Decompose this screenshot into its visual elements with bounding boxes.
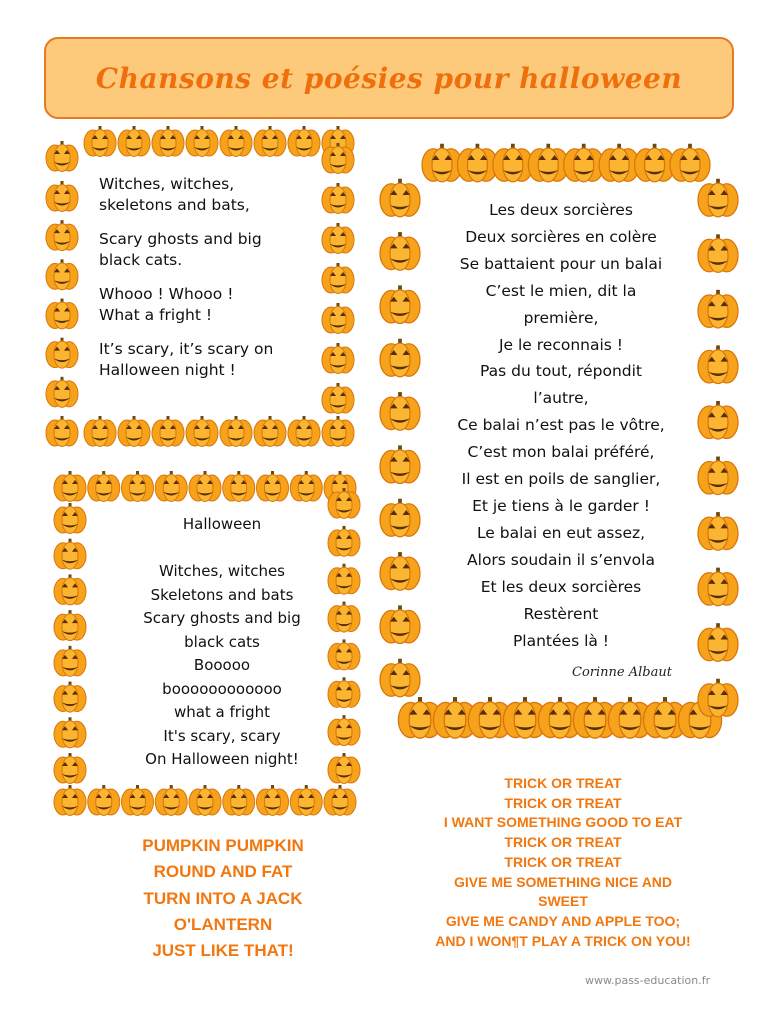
poem-line: Je le reconnais ! (498, 335, 624, 354)
poem-line: Witches, witches (159, 562, 285, 580)
poem-line: O'LANTERN (173, 914, 273, 934)
poem-author: Corinne Albaut (572, 665, 672, 680)
jack-o-lantern-icon (46, 377, 78, 408)
jack-o-lantern-icon (698, 401, 738, 439)
jack-o-lantern-icon (189, 785, 221, 816)
jack-o-lantern-icon (493, 144, 533, 182)
jack-o-lantern-icon (46, 338, 78, 369)
poem-line: Witches, witches, (99, 175, 235, 193)
poem-title: Halloween (182, 515, 262, 533)
stanza (99, 174, 273, 216)
stanza (99, 229, 273, 271)
poem-line: Booooo (193, 656, 251, 674)
poem-line: It's scary, scary (163, 726, 281, 745)
poem-line: TRICK OR TREAT (504, 853, 622, 870)
poem-line: Le balai en eut assez, (476, 523, 646, 542)
poem-line: ROUND AND FAT (153, 862, 293, 882)
poem-line: l’autre, (533, 389, 589, 408)
poem-line: TURN INTO A JACK (143, 888, 303, 908)
jack-o-lantern-icon (380, 499, 420, 537)
poem-witches (99, 174, 273, 394)
jack-o-lantern-icon (257, 785, 289, 816)
jack-o-lantern-icon (54, 753, 86, 784)
jack-o-lantern-icon (54, 785, 86, 816)
poem-line: PUMPKIN PUMPKIN (142, 836, 304, 855)
poem-line: Whooo ! Whooo ! (99, 285, 234, 303)
trick-or-treat-poem (413, 774, 713, 951)
pumpkin-poem (110, 833, 336, 964)
poem-line: AND I WON¶T PLAY A TRICK ON YOU! (435, 932, 691, 949)
poem-line: TRICK OR TREAT (504, 834, 622, 851)
jack-o-lantern-icon (122, 471, 154, 502)
jack-o-lantern-icon (290, 471, 322, 502)
jack-o-lantern-icon (257, 471, 289, 502)
jack-o-lantern-icon (54, 717, 86, 748)
jack-o-lantern-icon (290, 785, 322, 816)
jack-o-lantern-icon (599, 144, 639, 182)
jack-o-lantern-icon (46, 141, 78, 172)
poem-line: Ce balai n’est pas le vôtre, (457, 416, 665, 435)
jack-o-lantern-icon (118, 126, 150, 157)
jack-o-lantern-icon (220, 126, 252, 157)
jack-o-lantern-icon (698, 623, 738, 661)
jack-o-lantern-icon (380, 179, 420, 217)
jack-o-lantern-icon (186, 416, 218, 447)
website-footer: www.pass-education.fr (585, 974, 711, 987)
jack-o-lantern-icon (122, 785, 154, 816)
jack-o-lantern-icon (322, 383, 354, 414)
jack-o-lantern-icon (698, 512, 738, 550)
poem-line: Plantées là ! (512, 631, 610, 650)
jack-o-lantern-icon (380, 605, 420, 643)
jack-o-lantern-icon (322, 223, 354, 254)
poem-line: Scary ghosts and big (143, 609, 301, 627)
jack-o-lantern-icon (288, 126, 320, 157)
jack-o-lantern-icon (220, 416, 252, 447)
jack-o-lantern-icon (54, 503, 86, 534)
jack-o-lantern-icon (698, 568, 738, 606)
poem-line: black cats (184, 632, 260, 651)
poem-line: Skeletons and bats (150, 585, 294, 604)
stanza (99, 284, 273, 326)
jack-o-lantern-icon (324, 785, 356, 816)
jack-o-lantern-icon (322, 263, 354, 294)
jack-o-lantern-icon (322, 416, 354, 447)
jack-o-lantern-icon (118, 416, 150, 447)
jack-o-lantern-icon (223, 785, 255, 816)
poem-line: Deux sorcières en colère (465, 227, 657, 246)
jack-o-lantern-icon (152, 416, 184, 447)
jack-o-lantern-icon (380, 552, 420, 590)
jack-o-lantern-icon (698, 290, 738, 328)
jack-o-lantern-icon (422, 144, 462, 182)
jack-o-lantern-icon (186, 126, 218, 157)
poem-line: JUST LIKE THAT! (152, 941, 294, 961)
poem-line: TRICK OR TREAT (504, 775, 622, 791)
jack-o-lantern-icon (54, 539, 86, 570)
jack-o-lantern-icon (152, 126, 184, 157)
jack-o-lantern-icon (88, 471, 120, 502)
stanza (99, 339, 273, 381)
jack-o-lantern-icon (88, 785, 120, 816)
jack-o-lantern-icon (698, 345, 738, 383)
poem-line: Il est en poils de sanglier, (461, 470, 661, 489)
jack-o-lantern-icon (322, 183, 354, 214)
jack-o-lantern-icon (322, 303, 354, 334)
poem-line: boooooooooooo (162, 679, 282, 698)
poem-line: TRICK OR TREAT (504, 794, 622, 811)
jack-o-lantern-icon (54, 646, 86, 677)
jack-o-lantern-icon (84, 126, 116, 157)
jack-o-lantern-icon (54, 471, 86, 502)
page-title: Chansons et poésies pour halloween (95, 61, 683, 95)
jack-o-lantern-icon (223, 471, 255, 502)
jack-o-lantern-icon (46, 220, 78, 251)
poem-line: black cats. (99, 251, 183, 269)
jack-o-lantern-icon (46, 181, 78, 212)
poem-line: Et je tiens à le garder ! (472, 496, 650, 515)
poem-line: C’est le mien, dit la (485, 281, 637, 300)
jack-o-lantern-icon (254, 126, 286, 157)
jack-o-lantern-icon (46, 259, 78, 290)
jack-o-lantern-icon (254, 416, 286, 447)
poem-line: Halloween night ! (99, 361, 236, 379)
poem-line: Alors soudain il s’envola (467, 550, 655, 569)
poem-line: what a fright (173, 703, 271, 721)
jack-o-lantern-icon (155, 471, 187, 502)
jack-o-lantern-icon (84, 416, 116, 447)
jack-o-lantern-icon (698, 679, 738, 717)
jack-o-lantern-icon (54, 574, 86, 605)
jack-o-lantern-icon (457, 144, 497, 182)
jack-o-lantern-icon (380, 285, 420, 323)
jack-o-lantern-icon (380, 339, 420, 377)
jack-o-lantern-icon (380, 392, 420, 430)
jack-o-lantern-icon (670, 144, 710, 182)
jack-o-lantern-icon (46, 299, 78, 330)
poem-line: What a fright ! (99, 306, 213, 324)
poem-sorcieres (432, 197, 690, 654)
jack-o-lantern-icon (698, 457, 738, 495)
poem-line: C’est mon balai préféré, (467, 443, 655, 462)
jack-o-lantern-icon (698, 234, 738, 272)
jack-o-lantern-icon (155, 785, 187, 816)
jack-o-lantern-icon (528, 144, 568, 182)
poem-line: Restèrent (523, 604, 599, 623)
jack-o-lantern-icon (46, 416, 78, 447)
poem-line: GIVE ME CANDY AND APPLE TOO; (445, 912, 681, 929)
jack-o-lantern-icon (698, 179, 738, 217)
jack-o-lantern-icon (380, 659, 420, 697)
poem-line: I WANT SOMETHING GOOD TO EAT (443, 814, 683, 831)
poem-line: On Halloween night! (145, 750, 299, 768)
jack-o-lantern-icon (189, 471, 221, 502)
jack-o-lantern-icon (54, 682, 86, 713)
poem-line: Et les deux sorcières (480, 577, 642, 596)
poem-halloween (100, 513, 344, 772)
jack-o-lantern-icon (635, 144, 675, 182)
poem-line: Scary ghosts and big (99, 230, 262, 248)
poem-line: It’s scary, it’s scary on (99, 340, 274, 358)
jack-o-lantern-icon (54, 610, 86, 641)
poem-line: skeletons and bats, (99, 196, 250, 214)
jack-o-lantern-icon (322, 343, 354, 374)
poem-line: première, (523, 308, 599, 327)
jack-o-lantern-icon (288, 416, 320, 447)
jack-o-lantern-icon (380, 232, 420, 270)
poem-line: GIVE ME SOMETHING NICE AND (453, 873, 673, 890)
poem-line: Se battaient pour un balai (459, 254, 663, 273)
jack-o-lantern-icon (564, 144, 604, 182)
poem-line: SWEET (538, 893, 588, 910)
poem-line: Les deux sorcières (489, 201, 633, 219)
poem-line: Pas du tout, répondit (480, 362, 642, 381)
jack-o-lantern-icon (380, 445, 420, 483)
